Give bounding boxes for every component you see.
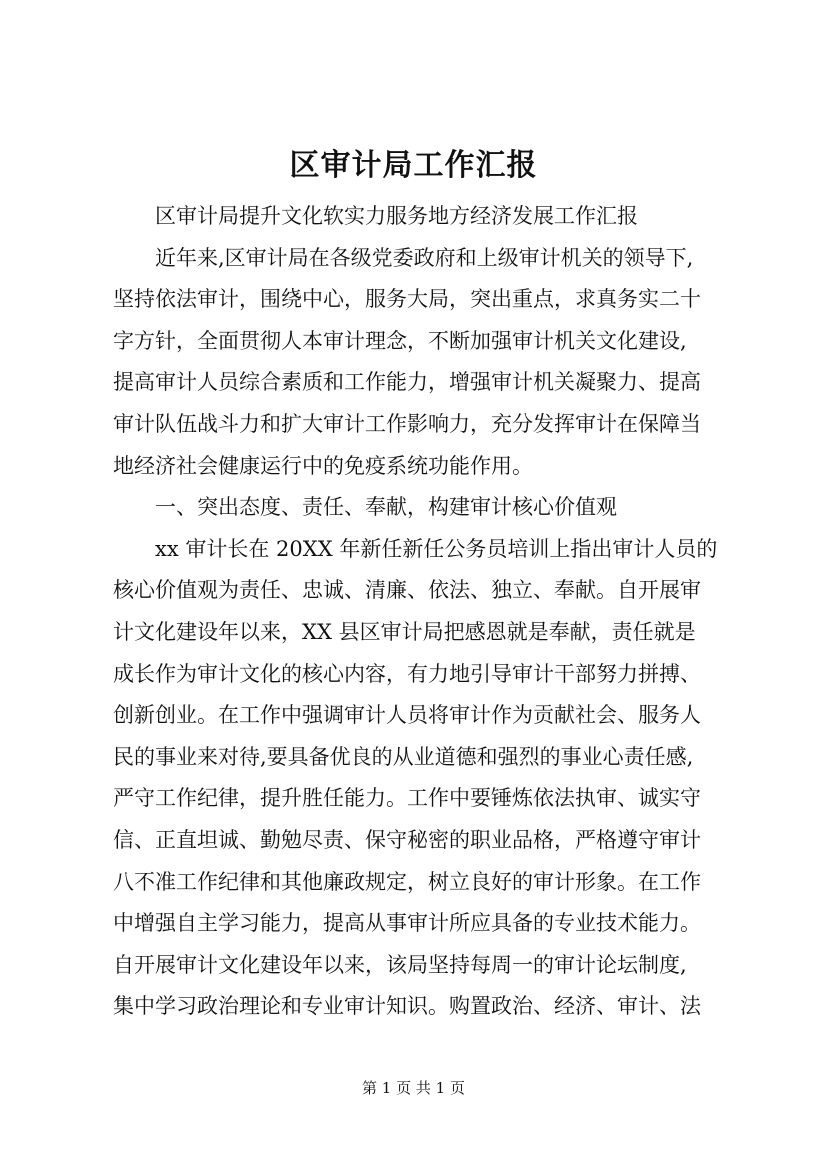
paragraph-line: 提高审计人员综合素质和工作能力，增强审计机关凝聚力、提高 — [113, 370, 701, 395]
paragraph-line: 近年来,区审计局在各级党委政府和上级审计机关的领导下, — [155, 245, 694, 270]
paragraph-line: 字方针，全面贯彻人本审计理念，不断加强审计机关文化建设, — [113, 328, 687, 353]
paragraph-line: 严守工作纪律，提升胜任能力。工作中要锤炼依法执审、诚实守 — [113, 786, 701, 811]
paragraph-line: 审计队伍战斗力和扩大审计工作影响力，充分发挥审计在保障当 — [113, 411, 701, 436]
paragraph-line: 成长作为审计文化的核心内容，有力地引导审计干部努力拼搏、 — [113, 661, 701, 686]
paragraph-line: 八不准工作纪律和其他廉政规定，树立良好的审计形象。在工作 — [113, 869, 701, 894]
paragraph-line: 计文化建设年以来，XX 县区审计局把感恩就是奉献，责任就是 — [113, 619, 696, 644]
document-title: 区审计局工作汇报 — [289, 148, 538, 183]
paragraph-line: 信、正直坦诚、勤勉尽责、保守秘密的职业品格，严格遵守审计 — [113, 827, 701, 852]
paragraph-line: xx 审计长在 20XX 年新任新任公务员培训上指出审计人员的 — [155, 536, 718, 561]
page-number-footer: 第 1 页 共 1 页 — [362, 1079, 465, 1097]
paragraph-line: 民的事业来对待,要具备优良的从业道德和强烈的事业心责任感, — [113, 744, 694, 769]
paragraph-line: 集中学习政治理论和专业审计知识。购置政治、经济、审计、法 — [113, 994, 701, 1019]
paragraph-line: 地经济社会健康运行中的免疫系统功能作用。 — [113, 453, 533, 478]
section-heading: 一、突出态度、责任、奉献，构建审计核心价值观 — [155, 495, 617, 520]
paragraph-line: 核心价值观为责任、忠诚、清廉、依法、独立、奉献。自开展审 — [113, 578, 701, 603]
paragraph-line: 创新创业。在工作中强调审计人员将审计作为贡献社会、服务人 — [113, 703, 701, 728]
subtitle-line: 区审计局提升文化软实力服务地方经济发展工作汇报 — [155, 204, 638, 228]
document-body — [113, 196, 737, 1028]
paragraph-line: 自开展审计文化建设年以来，该局坚持每周一的审计论坛制度, — [113, 952, 687, 977]
paragraph-line: 中增强自主学习能力，提高从事审计所应具备的专业技术能力。 — [113, 911, 701, 936]
paragraph-line: 坚持依法审计，围绕中心，服务大局，突出重点，求真务实二十 — [113, 287, 701, 312]
